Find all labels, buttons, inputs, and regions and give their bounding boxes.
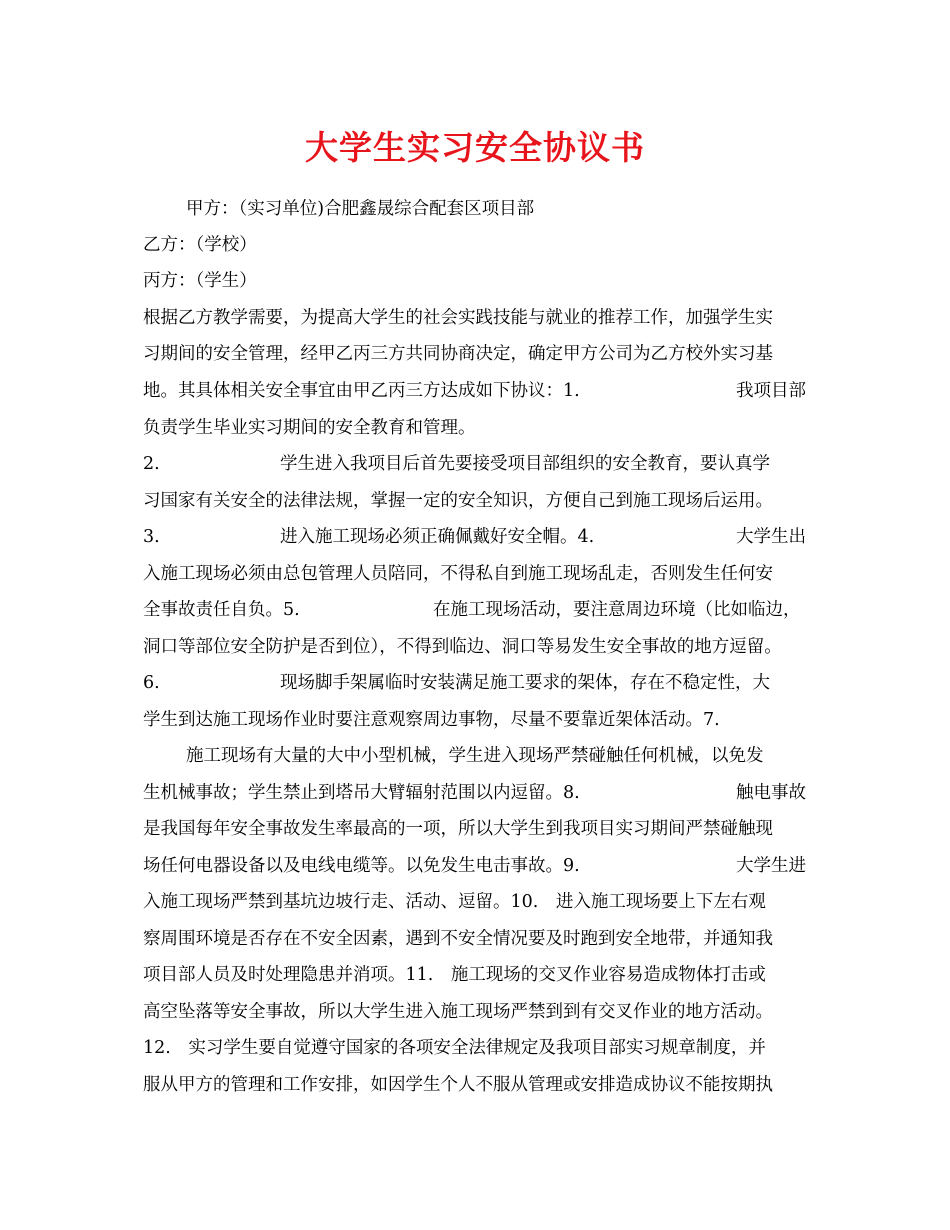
body-line — [143, 336, 833, 373]
body-line-text: 施工现场有大量的大中小型机械，学生进入现场严禁碰触任何机械，以免发 — [186, 746, 764, 766]
body-line-text: 生机械事故；学生禁止到塔吊大臂辐射范围以内逗留。8. — [143, 783, 580, 803]
body-line — [143, 373, 833, 410]
body-line-text: 2. — [143, 454, 160, 474]
body-line — [143, 1067, 833, 1104]
body-line — [143, 191, 833, 228]
body-line — [143, 410, 833, 447]
body-line — [143, 227, 833, 264]
body-line — [143, 811, 833, 848]
body-line — [143, 592, 833, 629]
body-line-text: 项目部人员及时处理隐患并消项。11. 施工现场的交叉作业容易造成物体打击或 — [143, 965, 766, 985]
body-line-text: 乙方：（学校） — [143, 235, 257, 255]
body-line-text: 触电事故 — [736, 783, 806, 803]
body-line-text: 场任何电器设备以及电线电缆等。以免发生电击事故。9. — [143, 856, 580, 876]
body-line-text: 6. — [143, 673, 160, 693]
body-line-text: 进入施工现场必须正确佩戴好安全帽。4. — [280, 527, 595, 547]
body-line — [143, 994, 833, 1031]
body-line — [143, 884, 833, 921]
body-line-text: 服从甲方的管理和工作安排，如因学生个人不服从管理或安排造成协议不能按期执 — [143, 1075, 773, 1095]
body-line-text: 丙方：（学生） — [143, 271, 257, 291]
body-line — [143, 957, 833, 994]
body-line — [143, 775, 833, 812]
body-line-text: 在施工现场活动，要注意周边环境（比如临边， — [433, 600, 801, 620]
body-line — [143, 1030, 833, 1067]
body-line-text: 察周围环境是否存在不安全因素，遇到不安全情况要及时跑到安全地带，并通知我 — [143, 929, 773, 949]
body-line — [143, 483, 833, 520]
body-line — [143, 556, 833, 593]
body-line-text: 我项目部 — [736, 381, 806, 401]
body-line-text: 习国家有关安全的法律法规，掌握一定的安全知识，方便自己到施工现场后运用。 — [143, 491, 773, 511]
body-line-text: 12. 实习学生要自觉遵守国家的各项安全法律规定及我项目部实习规章制度，并 — [143, 1038, 766, 1058]
body-line — [143, 848, 833, 885]
document-title: 大学生实习安全协议书 — [305, 128, 645, 167]
body-line-text: 入施工现场必须由总包管理人员陪同，不得私自到施工现场乱走，否则发生任何安 — [143, 564, 773, 584]
body-line-text: 负责学生毕业实习期间的安全教育和管理。 — [143, 418, 476, 438]
body-line-text: 学生进入我项目后首先要接受项目部组织的安全教育，要认真学 — [280, 454, 770, 474]
body-line-text: 学生到达施工现场作业时要注意观察周边事物，尽量不要靠近架体活动。7. — [143, 710, 720, 730]
body-line-text: 地。其具体相关安全事宜由甲乙丙三方达成如下协议：1. — [143, 381, 580, 401]
body-line-text: 习期间的安全管理，经甲乙丙三方共同协商决定，确定甲方公司为乙方校外实习基 — [143, 344, 773, 364]
body-line — [143, 738, 833, 775]
body-line — [143, 446, 833, 483]
body-line-text: 根据乙方教学需要，为提高大学生的社会实践技能与就业的推荐工作，加强学生实 — [143, 308, 773, 328]
body-line-text: 大学生进 — [736, 856, 806, 876]
body-line-text: 洞口等部位安全防护是否到位），不得到临边、洞口等易发生安全事故的地方逗留。 — [143, 637, 782, 657]
body-line-text: 入施工现场严禁到基坑边坡行走、活动、逗留。10. 进入施工现场要上下左右观 — [143, 892, 766, 912]
body-line-text: 全事故责任自负。5. — [143, 600, 300, 620]
body-line — [143, 921, 833, 958]
body-line-text: 甲方：（实习单位)合肥鑫晟综合配套区项目部 — [186, 199, 535, 219]
body-line-text: 高空坠落等安全事故，所以大学生进入施工现场严禁到到有交叉作业的地方活动。 — [143, 1002, 773, 1022]
body-line — [143, 300, 833, 337]
body-line-text: 大学生出 — [736, 527, 806, 547]
body-line — [143, 519, 833, 556]
body-line — [143, 629, 833, 666]
body-line-text: 3. — [143, 527, 160, 547]
body-line — [143, 702, 833, 739]
body-line — [143, 263, 833, 300]
body-line-text: 是我国每年安全事故发生率最高的一项，所以大学生到我项目实习期间严禁碰触现 — [143, 819, 773, 839]
body-line-text: 现场脚手架属临时安装满足施工要求的架体，存在不稳定性，大 — [280, 673, 770, 693]
body-line — [143, 665, 833, 702]
